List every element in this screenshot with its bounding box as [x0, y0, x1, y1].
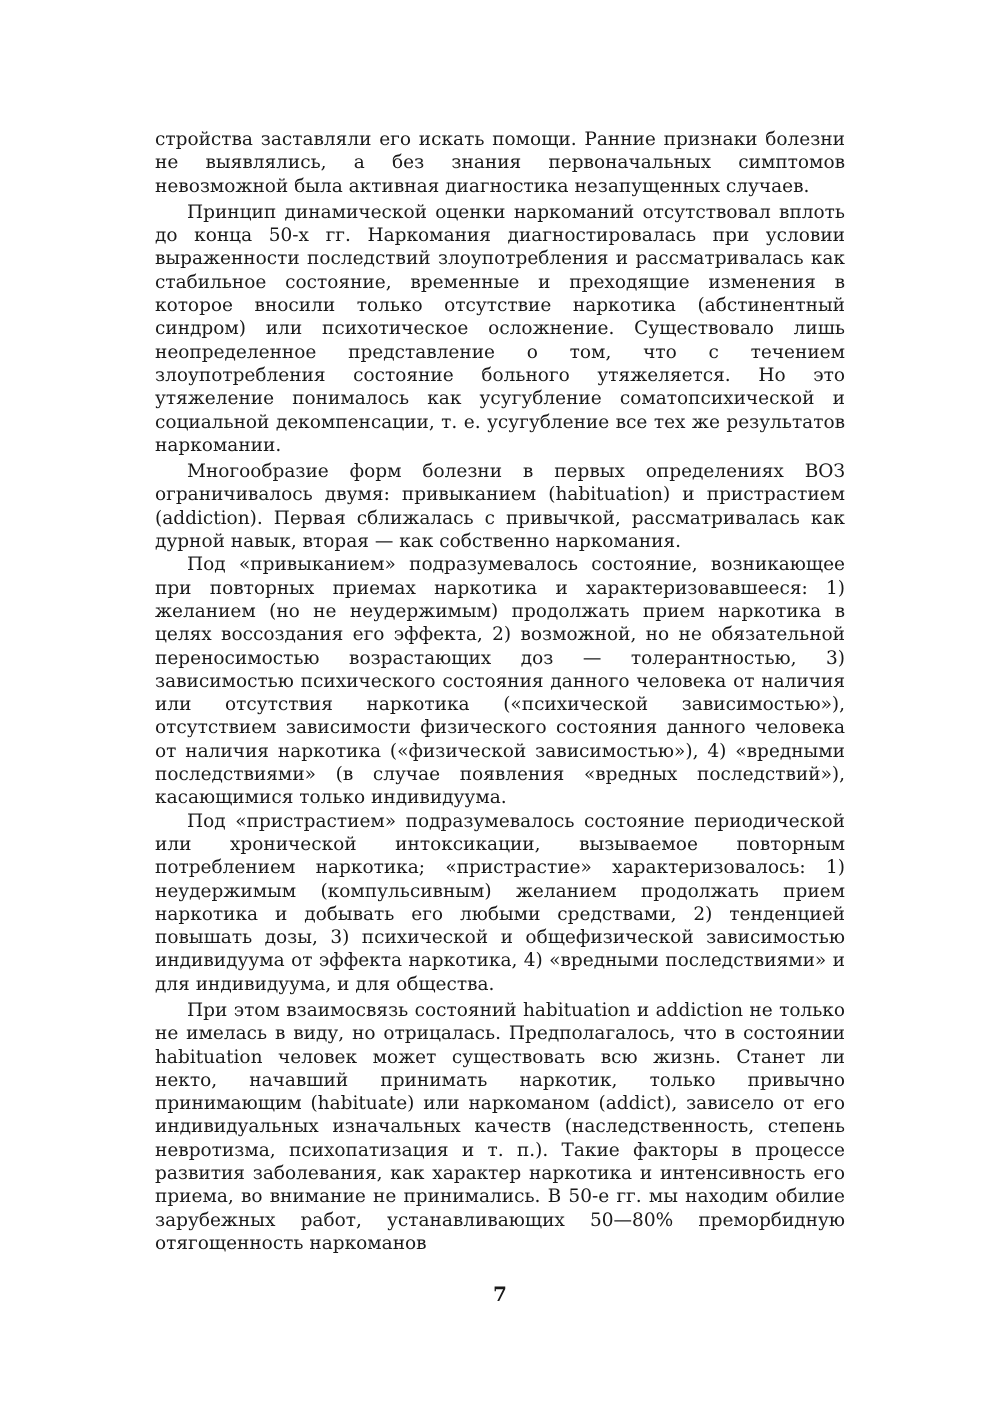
paragraph-1: стройства заставляли его искать помощи. Ранние признаки болезни не выявлялись, а без знания первоначальных симптомов невозможной была активная диагностика незапущенных случаев.: [155, 129, 845, 197]
paragraph-4: Под «привыканием» подразумевалось состояние, возникающее при повторных приемах наркотика и характеризовавшееся: 1) желанием (но не неудержимым) продолжать прием наркотика в целях воссоздания его эффекта, 2) возможной, но не обязательной переносимостью возрастающих доз — толерантностью, 3) зависимостью психического состояния данного человека от наличия или отсутствия наркотика («психической зависимостью»), отсутствием зависимости физического состояния данного человека от наличия наркотика («физической зависимостью»), 4) «вредными последствиями» (в случае появления «вредных последствий»), касающимися только индивидуума.: [155, 554, 845, 809]
paragraph-5: Под «пристрастием» подразумевалось состояние периодической или хронической интоксикации, вызываемое повторным потреблением наркотика; «пристрастие» характеризовалось: 1) неудержимым (компульсивным) желанием продолжать прием наркотика и добывать его любыми средствами, 2) тенденцией повышать дозы, 3) психической и общефизической зависимостью индивидуума от эффекта наркотика, 4) «вредными последствиями» и для индивидуума, и для общества.: [155, 810, 845, 995]
page-number: 7: [493, 1282, 507, 1306]
paragraph-6: При этом взаимосвязь состояний habituation и addiction не только не имелась в виду, но отрицалась. Предполагалось, что в состоянии habituation человек может существовать всю жизнь. Станет ли некто, начавший принимать наркотик, только привычно принимающим (habituate) или наркоманом (addict), зависело от его индивидуальных изначальных качеств (наследственность, степень невротизма, психопатизация и т. п.). Такие факторы в процессе развития заболевания, как характер наркотика и интенсивность его приема, во внимание не принимались. В 50-е гг. мы находим обилие зарубежных работ, устанавливающих 50—80% преморбидную отягощенность наркоманов: [155, 999, 845, 1254]
body-text: [155, 128, 845, 1255]
paragraph-3: Многообразие форм болезни в первых определениях ВОЗ ограничивалось двумя: привыканием (habituation) и пристрастием (addiction). Первая сближалась с привычкой, рассматривалась как дурной навык, вторая — как собственно наркомания.: [155, 461, 845, 553]
paragraph-2: Принцип динамической оценки наркоманий отсутствовал вплоть до конца 50-х гг. Наркомания диагностировалась при условии выраженности последствий злоупотребления и рассматривалась как стабильное состояние, временные и преходящие изменения в которое вносили только отсутствие наркотика (абстинентный синдром) или психотическое осложнение. Существовало лишь неопределенное представление о том, что с течением злоупотребления состояние больного утяжеляется. Но это утяжеление понималось как усугубление соматопсихической и социальной декомпенсации, т. е. усугубление все тех же результатов наркомании.: [155, 201, 845, 456]
